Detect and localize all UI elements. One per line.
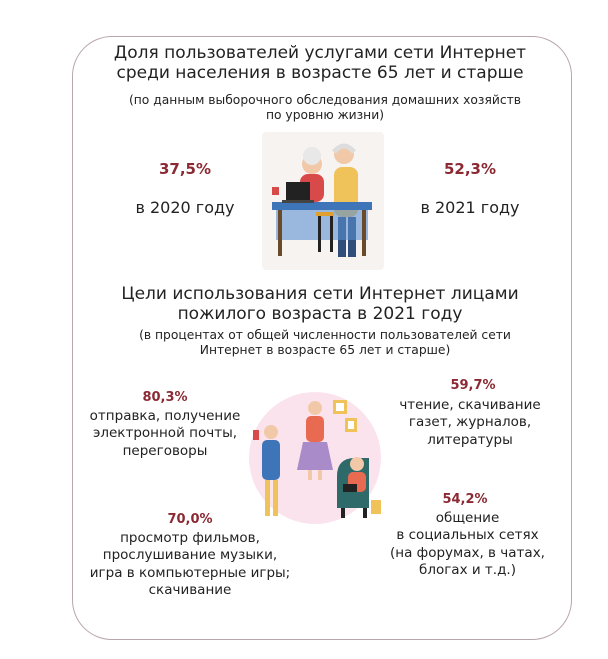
goal-social-label: общение в социальных сетях (на форумах, в чатах, блогах и т.д.): [390, 510, 545, 578]
goal-reading-value: 59,7%: [450, 378, 496, 393]
elderly-people-with-gadgets-icon: [245, 388, 385, 528]
section2-title: Цели использования сети Интернет лицами пожилого возраста в 2021 году: [121, 284, 519, 325]
goal-reading-label: чтение, скачивание газет, журналов, литературы: [399, 397, 541, 448]
section2-subtitle: (в процентах от общей численности пользователей сети Интернет в возрасте 65 лет и старше): [139, 328, 511, 357]
goal-email-value: 80,3%: [142, 390, 188, 405]
goal-media-value: 70,0%: [167, 512, 213, 527]
elderly-couple-at-laptop-icon: [262, 132, 384, 270]
stat-2020-label: в 2020 году: [135, 198, 235, 217]
stat-2021-value: 52,3%: [443, 160, 497, 178]
stat-2020-value: 37,5%: [158, 160, 212, 178]
goal-media-label: просмотр фильмов, прослушивание музыки, игра в компьютерные игры; скачивание: [89, 530, 291, 598]
stat-2021-label: в 2021 году: [420, 198, 520, 217]
goal-social-value: 54,2%: [442, 492, 488, 507]
section1-subtitle: (по данным выборочного обследования домашних хозяйств по уровню жизни): [128, 93, 522, 122]
goal-email-label: отправка, получение электронной почты, переговоры: [89, 408, 241, 459]
section1-title: Доля пользователей услугами сети Интернет среди населения в возрасте 65 лет и старше: [113, 43, 527, 84]
